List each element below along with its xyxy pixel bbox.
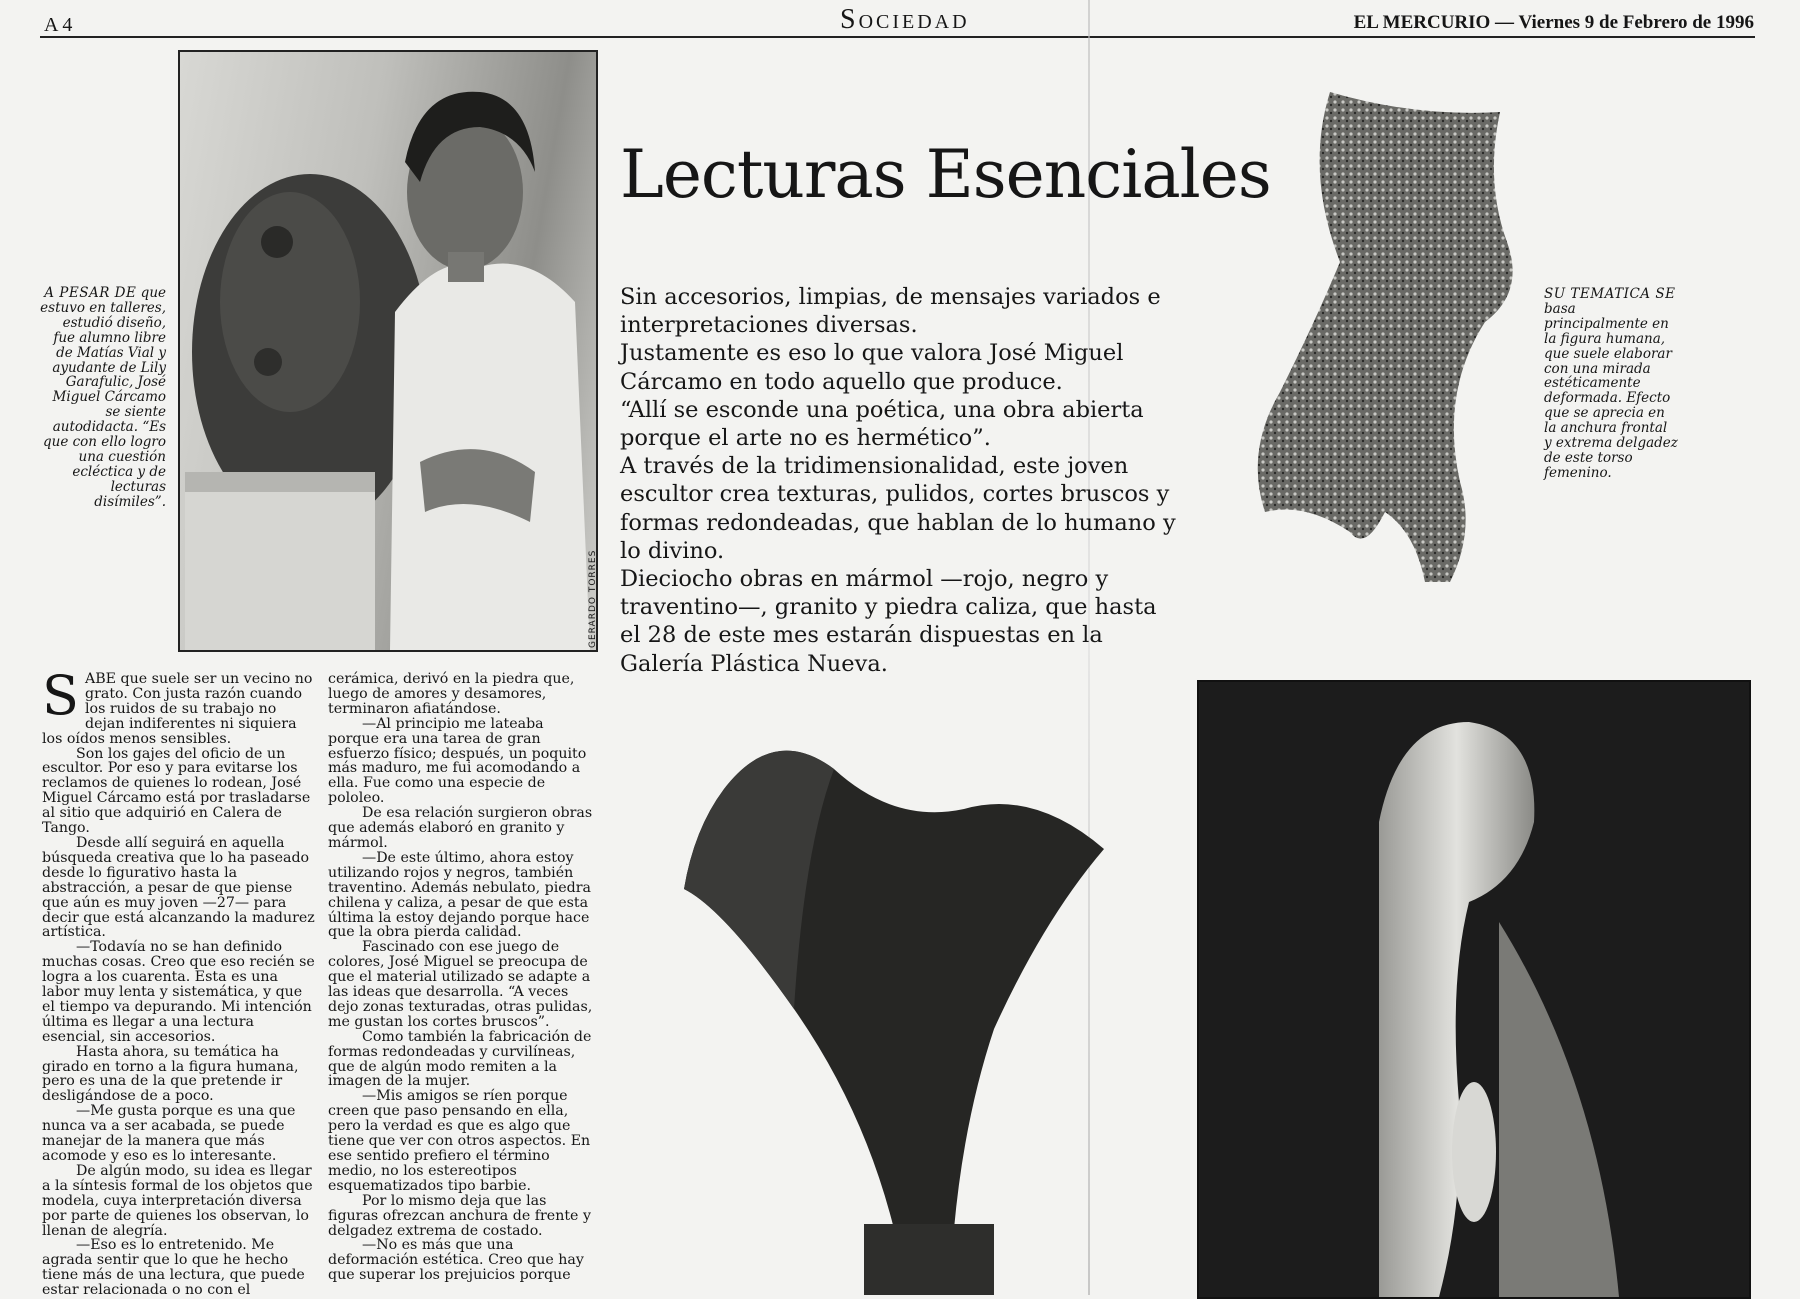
section-title: Sociedad bbox=[840, 4, 970, 35]
torso-sculpture-photo bbox=[1245, 92, 1535, 587]
article-title: Lecturas Esenciales bbox=[620, 136, 1271, 213]
drop-cap: S bbox=[42, 664, 79, 727]
body-paragraph: Hasta ahora, su temática ha girado en torno a la figura humana, pero es una de la que pretende ir desligándose de a poco. bbox=[42, 1043, 299, 1105]
header-rule bbox=[40, 36, 1755, 38]
artist-portrait-photo bbox=[178, 50, 598, 652]
body-paragraph: —Mis amigos se ríen porque creen que paso pensando en ella, pero la verdad es que es algo que tiene que ver con otros aspectos. En ese sentido prefiero el término medio, no los estereotipos esquematizados tipo barbie. bbox=[328, 1088, 591, 1194]
body-paragraph: De algún modo, su idea es llegar a la síntesis formal de los objetos que modela, cuya interpretación diversa por parte de quienes los observan, lo llenan de alegría. bbox=[42, 1162, 313, 1239]
body-paragraph bbox=[42, 664, 318, 747]
page-number: A 4 bbox=[44, 14, 73, 36]
body-paragraph: —Eso es lo entretenido. Me agrada sentir que lo que he hecho tiene más de una lectura, que puede estar relacionada o no con el bbox=[42, 1237, 305, 1299]
intro-paragraph: Dieciocho obras en mármol —rojo, negro y traventino—, granito y piedra caliza, que hasta el 28 de este mes estarán dispuestas en la Galería Plástica Nueva. bbox=[620, 566, 1157, 677]
body-column-2 bbox=[328, 672, 596, 1283]
body-paragraph: Como también la fabricación de formas redondeadas y curvilíneas, que de algún modo remiten a la imagen de la mujer. bbox=[328, 1028, 592, 1090]
dateline: EL MERCURIO — Viernes 9 de Febrero de 1996 bbox=[1353, 12, 1754, 33]
body-paragraph: cerámica, derivó en la piedra que, luego de amores y desamores, terminaron afiatándose. bbox=[328, 671, 575, 717]
body-paragraph: —No es más que una deformación estética. Creo que hay que superar los prejuicios porque bbox=[328, 1237, 584, 1284]
intro-paragraph: Sin accesorios, limpias, de mensajes variados e interpretaciones diversas. bbox=[620, 284, 1161, 339]
body-paragraph: Fascinado con ese juego de colores, José Miguel se preocupa de que el material utilizado se adapte a las ideas que desarrolla. “A veces dejo zonas texturadas, otras pulidas, me gustan los cortes bruscos”. bbox=[328, 939, 593, 1030]
bust-sculpture-photo bbox=[664, 729, 1110, 1295]
body-paragraph: —Al principio me lateaba porque era una tarea de gran esfuerzo físico; después, un poquito más maduro, me fui acomodando a ella. Fue como una especie de pololeo. bbox=[328, 715, 587, 807]
body-column-1 bbox=[42, 664, 318, 1299]
caption-right-text: basa principalmente en la figura humana, que suele elaborar con una mirada estéticamente deformada. Efecto que se aprecia en la anchura frontal y extrema delgadez de este torso femenino. bbox=[1544, 300, 1678, 481]
photo-credit: GERARDO TORRES bbox=[588, 549, 598, 648]
caption-right bbox=[1544, 287, 1679, 481]
caption-left-lead: A PESAR DE bbox=[44, 285, 137, 301]
body-paragraph: —De este último, ahora estoy utilizando rojos y negros, también traventino. Además nebulato, piedra chilena y caliza, a pesar de que esta última la estoy dejando porque hace que la obra pierda calidad. bbox=[328, 849, 591, 941]
intro-paragraph: A través de la tridimensionalidad, este joven escultor crea texturas, pulidos, cortes bruscos y formas redondeadas, que hablan de lo humano y lo divino. bbox=[620, 453, 1176, 564]
body-paragraph: Son los gajes del oficio de un escultor. Por eso y para evitarse los reclamos de quienes lo rodean, José Miguel Cárcamo está por trasladarse al sitio que adquirió en Calera de Tango. bbox=[42, 745, 311, 837]
body-paragraph: —Me gusta porque es una que nunca va a ser acabada, se puede manejar de la manera que más acomode y eso es lo interesante. bbox=[42, 1103, 296, 1164]
body-paragraph: Desde allí seguirá en aquella búsqueda creativa que lo ha paseado desde lo figurativo hasta la abstracción, a pesar de que piense que aún es muy joven —27— para decir que está alcanzando la madurez artística. bbox=[42, 834, 315, 941]
abstract-sculpture-photo bbox=[1197, 680, 1751, 1299]
caption-left-text: que estuvo en talleres, estudió diseño, fue alumno libre de Matías Vial y ayudante de Lily Garafulic, José Miguel Cárcamo se siente autodidacta. “Es que con ello logro una cuestión ecléctica y de lecturas disímiles”. bbox=[40, 285, 166, 510]
body-paragraph: De esa relación surgieron obras que además elaboró en granito y mármol. bbox=[328, 805, 593, 851]
caption-left bbox=[40, 286, 166, 510]
body-paragraph: Por lo mismo deja que las figuras ofrezcan anchura de frente y delgadez extrema de costado. bbox=[328, 1192, 591, 1239]
intro-paragraph: Justamente es eso lo que valora José Miguel Cárcamo en todo aquello que produce. bbox=[620, 340, 1124, 395]
body-paragraph: —Todavía no se han definido muchas cosas. Creo que eso recién se logra a los cuarenta. Esta es una labor muy lenta y sistemática, y que el tiempo va depurando. Mi intención última es llegar a una lectura esencial, sin accesorios. bbox=[42, 939, 315, 1045]
caption-right-lead: SU TEMATICA SE bbox=[1544, 286, 1676, 302]
intro-paragraph: “Allí se esconde una poética, una obra abierta porque el arte no es hermético”. bbox=[620, 396, 1144, 452]
article-intro bbox=[620, 283, 1180, 678]
body-text: ABE que suele ser un vecino no grato. Con justa razón cuando los ruidos de su trabajo no dejan indiferentes ni siquiera los oídos menos sensibles. bbox=[42, 671, 313, 747]
